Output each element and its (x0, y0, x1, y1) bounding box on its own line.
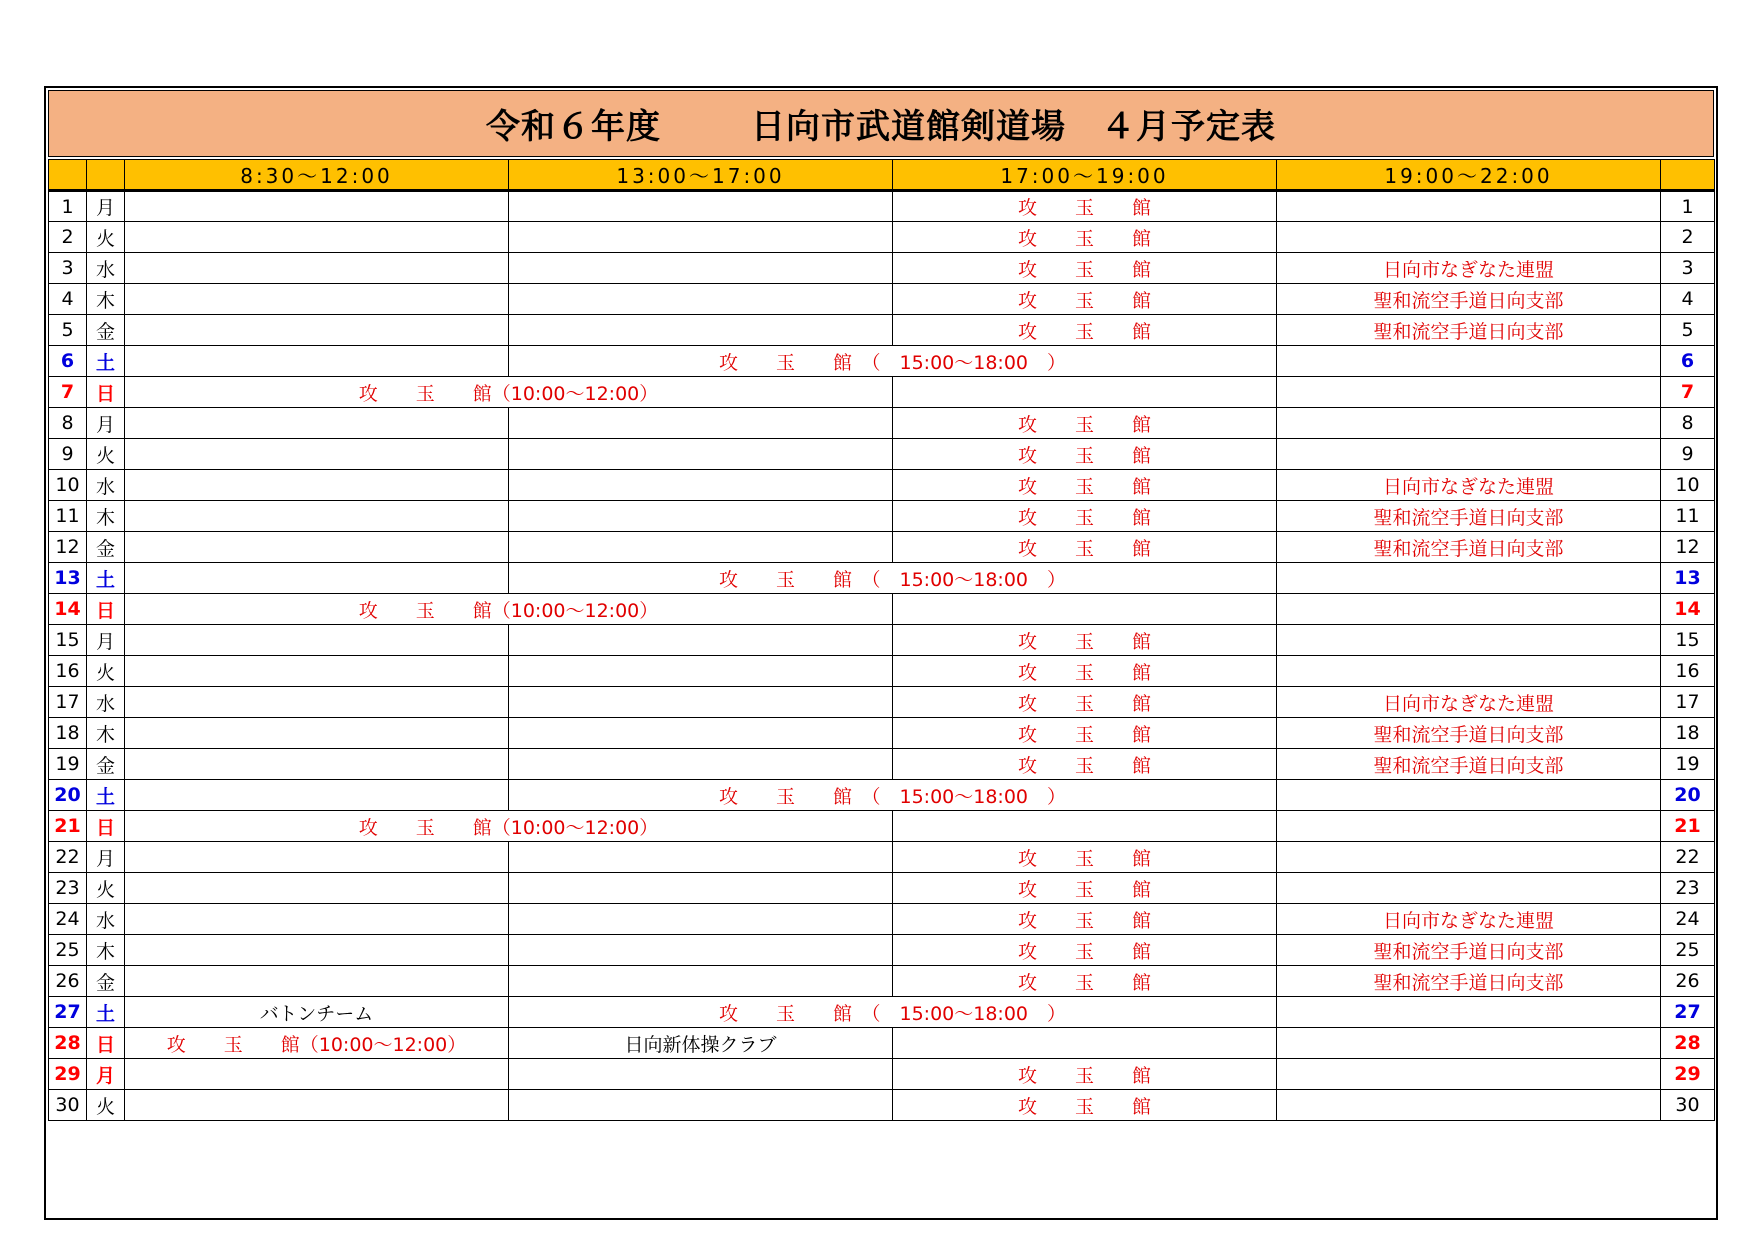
day-of-week: 木 (87, 718, 125, 749)
header-day-blank (49, 160, 87, 191)
table-row (49, 439, 1715, 470)
day-number-right: 11 (1661, 501, 1715, 532)
slot-morning (125, 904, 509, 935)
slot-afternoon (509, 966, 893, 997)
slot-evening: 攻 玉 館 (893, 191, 1277, 222)
slot-afternoon (509, 222, 893, 253)
slot-morning (125, 873, 509, 904)
day-number: 20 (49, 780, 87, 811)
day-number-right: 3 (1661, 253, 1715, 284)
slot-morning (125, 1090, 509, 1121)
day-number: 26 (49, 966, 87, 997)
slot-evening: 攻 玉 館 (893, 253, 1277, 284)
slot-night: 聖和流空手道日向支部 (1277, 966, 1661, 997)
day-number: 7 (49, 377, 87, 408)
table-row (49, 408, 1715, 439)
day-number: 19 (49, 749, 87, 780)
slot-afternoon (509, 501, 893, 532)
table-row (49, 1059, 1715, 1090)
slot-afternoon-evening: 攻 玉 館 （ 15:00～18:00 ） (509, 346, 1277, 377)
day-number-right: 30 (1661, 1090, 1715, 1121)
slot-evening: 攻 玉 館 (893, 1090, 1277, 1121)
table-row (49, 191, 1715, 222)
slot-night: 日向市なぎなた連盟 (1277, 904, 1661, 935)
day-number: 15 (49, 625, 87, 656)
header-slot-2: 13:00～17:00 (509, 160, 893, 191)
day-number: 21 (49, 811, 87, 842)
slot-evening: 攻 玉 館 (893, 470, 1277, 501)
schedule-table (48, 159, 1715, 1121)
header-slot-4: 19:00～22:00 (1277, 160, 1661, 191)
day-number: 27 (49, 997, 87, 1028)
slot-morning (125, 687, 509, 718)
day-number-right: 23 (1661, 873, 1715, 904)
day-number-right: 1 (1661, 191, 1715, 222)
slot-night: 日向市なぎなた連盟 (1277, 253, 1661, 284)
slot-evening: 攻 玉 館 (893, 749, 1277, 780)
slot-evening: 攻 玉 館 (893, 532, 1277, 563)
slot-evening: 攻 玉 館 (893, 222, 1277, 253)
slot-night (1277, 1028, 1661, 1059)
slot-afternoon (509, 284, 893, 315)
day-number-right: 17 (1661, 687, 1715, 718)
day-number-right: 12 (1661, 532, 1715, 563)
day-number-right: 2 (1661, 222, 1715, 253)
day-number-right: 6 (1661, 346, 1715, 377)
slot-evening: 攻 玉 館 (893, 935, 1277, 966)
day-number-right: 26 (1661, 966, 1715, 997)
title-fiscal-year: 令和６年度 (486, 107, 661, 147)
slot-evening (893, 377, 1277, 408)
day-of-week: 金 (87, 749, 125, 780)
slot-night (1277, 811, 1661, 842)
header-slot-1: 8:30～12:00 (125, 160, 509, 191)
table-row (49, 873, 1715, 904)
day-number: 13 (49, 563, 87, 594)
day-number-right: 15 (1661, 625, 1715, 656)
day-number-right: 13 (1661, 563, 1715, 594)
table-row (49, 346, 1715, 377)
day-of-week: 日 (87, 377, 125, 408)
day-number: 8 (49, 408, 87, 439)
table-row (49, 811, 1715, 842)
header-slot-3: 17:00～19:00 (893, 160, 1277, 191)
day-number: 1 (49, 191, 87, 222)
day-number-right: 25 (1661, 935, 1715, 966)
day-number-right: 27 (1661, 997, 1715, 1028)
table-row (49, 687, 1715, 718)
day-number-right: 10 (1661, 470, 1715, 501)
slot-morning (125, 284, 509, 315)
day-number: 30 (49, 1090, 87, 1121)
slot-morning-afternoon: 攻 玉 館（10:00～12:00） (125, 594, 893, 625)
table-row (49, 470, 1715, 501)
day-number: 23 (49, 873, 87, 904)
slot-night: 聖和流空手道日向支部 (1277, 315, 1661, 346)
slot-night (1277, 594, 1661, 625)
day-of-week: 土 (87, 997, 125, 1028)
day-number-right: 9 (1661, 439, 1715, 470)
table-row (49, 563, 1715, 594)
slot-afternoon (509, 625, 893, 656)
slot-night (1277, 842, 1661, 873)
slot-morning (125, 408, 509, 439)
slot-evening: 攻 玉 館 (893, 873, 1277, 904)
day-number: 2 (49, 222, 87, 253)
header-row (49, 160, 1715, 191)
day-of-week: 月 (87, 625, 125, 656)
slot-afternoon (509, 935, 893, 966)
day-number: 4 (49, 284, 87, 315)
day-number-right: 7 (1661, 377, 1715, 408)
slot-afternoon (509, 749, 893, 780)
slot-morning: バトンチーム (125, 997, 509, 1028)
slot-morning (125, 191, 509, 222)
day-of-week: 月 (87, 191, 125, 222)
day-number-right: 16 (1661, 656, 1715, 687)
day-number: 25 (49, 935, 87, 966)
slot-evening: 攻 玉 館 (893, 625, 1277, 656)
table-row (49, 315, 1715, 346)
day-of-week: 日 (87, 811, 125, 842)
slot-evening: 攻 玉 館 (893, 501, 1277, 532)
table-row (49, 625, 1715, 656)
slot-evening (893, 1028, 1277, 1059)
slot-morning (125, 966, 509, 997)
table-row (49, 501, 1715, 532)
day-number-right: 28 (1661, 1028, 1715, 1059)
day-number-right: 29 (1661, 1059, 1715, 1090)
day-of-week: 火 (87, 222, 125, 253)
slot-afternoon: 日向新体操クラブ (509, 1028, 893, 1059)
day-number: 9 (49, 439, 87, 470)
day-of-week: 金 (87, 966, 125, 997)
day-number-right: 18 (1661, 718, 1715, 749)
slot-afternoon (509, 408, 893, 439)
day-number-right: 24 (1661, 904, 1715, 935)
slot-night (1277, 563, 1661, 594)
slot-morning (125, 718, 509, 749)
slot-night (1277, 346, 1661, 377)
slot-night: 聖和流空手道日向支部 (1277, 749, 1661, 780)
day-of-week: 水 (87, 904, 125, 935)
slot-night (1277, 873, 1661, 904)
slot-afternoon (509, 687, 893, 718)
slot-morning (125, 222, 509, 253)
day-of-week: 月 (87, 1059, 125, 1090)
slot-morning-afternoon: 攻 玉 館（10:00～12:00） (125, 811, 893, 842)
day-number-right: 22 (1661, 842, 1715, 873)
day-of-week: 木 (87, 284, 125, 315)
day-number: 16 (49, 656, 87, 687)
day-of-week: 土 (87, 780, 125, 811)
slot-night: 日向市なぎなた連盟 (1277, 687, 1661, 718)
table-row (49, 966, 1715, 997)
slot-afternoon (509, 315, 893, 346)
slot-morning (125, 532, 509, 563)
table-row (49, 749, 1715, 780)
day-number-right: 20 (1661, 780, 1715, 811)
slot-morning: 攻 玉 館（10:00～12:00） (125, 1028, 509, 1059)
slot-morning (125, 935, 509, 966)
table-row (49, 532, 1715, 563)
day-number-right: 21 (1661, 811, 1715, 842)
slot-afternoon (509, 470, 893, 501)
day-of-week: 火 (87, 656, 125, 687)
day-number: 22 (49, 842, 87, 873)
day-number: 24 (49, 904, 87, 935)
slot-afternoon (509, 656, 893, 687)
day-number: 28 (49, 1028, 87, 1059)
slot-morning (125, 563, 509, 594)
slot-morning (125, 470, 509, 501)
slot-afternoon (509, 1090, 893, 1121)
day-of-week: 月 (87, 842, 125, 873)
day-of-week: 金 (87, 315, 125, 346)
day-number-right: 5 (1661, 315, 1715, 346)
day-of-week: 日 (87, 594, 125, 625)
slot-morning-afternoon: 攻 玉 館（10:00～12:00） (125, 377, 893, 408)
slot-night (1277, 439, 1661, 470)
day-number: 3 (49, 253, 87, 284)
table-row (49, 780, 1715, 811)
table-row (49, 284, 1715, 315)
day-of-week: 金 (87, 532, 125, 563)
day-number: 10 (49, 470, 87, 501)
table-row (49, 594, 1715, 625)
day-of-week: 土 (87, 563, 125, 594)
slot-morning (125, 346, 509, 377)
slot-morning (125, 253, 509, 284)
table-row (49, 253, 1715, 284)
day-of-week: 水 (87, 253, 125, 284)
slot-evening: 攻 玉 館 (893, 687, 1277, 718)
slot-evening: 攻 玉 館 (893, 1059, 1277, 1090)
schedule-title (48, 90, 1714, 157)
slot-evening: 攻 玉 館 (893, 284, 1277, 315)
slot-night (1277, 656, 1661, 687)
slot-night (1277, 625, 1661, 656)
day-number: 18 (49, 718, 87, 749)
header-rday-blank (1661, 160, 1715, 191)
table-row (49, 718, 1715, 749)
slot-night (1277, 408, 1661, 439)
day-of-week: 火 (87, 873, 125, 904)
slot-morning (125, 1059, 509, 1090)
slot-night: 聖和流空手道日向支部 (1277, 718, 1661, 749)
table-row (49, 904, 1715, 935)
day-number-right: 14 (1661, 594, 1715, 625)
table-row (49, 1090, 1715, 1121)
slot-afternoon (509, 191, 893, 222)
slot-afternoon (509, 253, 893, 284)
table-row (49, 997, 1715, 1028)
slot-afternoon (509, 532, 893, 563)
slot-night: 聖和流空手道日向支部 (1277, 501, 1661, 532)
day-of-week: 水 (87, 687, 125, 718)
day-number: 5 (49, 315, 87, 346)
day-number: 29 (49, 1059, 87, 1090)
slot-evening: 攻 玉 館 (893, 439, 1277, 470)
day-number: 14 (49, 594, 87, 625)
slot-evening: 攻 玉 館 (893, 904, 1277, 935)
slot-morning (125, 439, 509, 470)
slot-afternoon (509, 439, 893, 470)
day-number: 6 (49, 346, 87, 377)
slot-afternoon (509, 842, 893, 873)
slot-night (1277, 377, 1661, 408)
slot-morning (125, 780, 509, 811)
slot-night (1277, 780, 1661, 811)
day-number: 17 (49, 687, 87, 718)
slot-morning (125, 656, 509, 687)
day-number-right: 4 (1661, 284, 1715, 315)
slot-afternoon-evening: 攻 玉 館 （ 15:00～18:00 ） (509, 780, 1277, 811)
table-row (49, 842, 1715, 873)
slot-night: 聖和流空手道日向支部 (1277, 284, 1661, 315)
day-of-week: 水 (87, 470, 125, 501)
day-of-week: 木 (87, 501, 125, 532)
day-of-week: 月 (87, 408, 125, 439)
slot-afternoon (509, 1059, 893, 1090)
slot-evening: 攻 玉 館 (893, 408, 1277, 439)
table-row (49, 656, 1715, 687)
slot-afternoon (509, 873, 893, 904)
day-number-right: 8 (1661, 408, 1715, 439)
slot-night (1277, 1090, 1661, 1121)
slot-afternoon-evening: 攻 玉 館 （ 15:00～18:00 ） (509, 563, 1277, 594)
slot-evening: 攻 玉 館 (893, 315, 1277, 346)
header-dow-blank (87, 160, 125, 191)
slot-afternoon-evening: 攻 玉 館 （ 15:00～18:00 ） (509, 997, 1277, 1028)
slot-night: 聖和流空手道日向支部 (1277, 935, 1661, 966)
slot-night (1277, 191, 1661, 222)
day-of-week: 日 (87, 1028, 125, 1059)
slot-morning (125, 749, 509, 780)
day-of-week: 火 (87, 439, 125, 470)
slot-afternoon (509, 718, 893, 749)
day-of-week: 木 (87, 935, 125, 966)
slot-night: 日向市なぎなた連盟 (1277, 470, 1661, 501)
slot-evening: 攻 玉 館 (893, 656, 1277, 687)
slot-night (1277, 997, 1661, 1028)
slot-morning (125, 315, 509, 346)
table-row (49, 935, 1715, 966)
table-row (49, 222, 1715, 253)
slot-morning (125, 625, 509, 656)
slot-evening: 攻 玉 館 (893, 966, 1277, 997)
slot-evening: 攻 玉 館 (893, 718, 1277, 749)
day-number: 12 (49, 532, 87, 563)
day-number: 11 (49, 501, 87, 532)
table-row (49, 377, 1715, 408)
title-facility-month: 日向市武道館剣道場 ４月予定表 (751, 107, 1276, 147)
day-of-week: 火 (87, 1090, 125, 1121)
slot-afternoon (509, 904, 893, 935)
slot-evening (893, 811, 1277, 842)
table-row (49, 1028, 1715, 1059)
day-of-week: 土 (87, 346, 125, 377)
slot-evening: 攻 玉 館 (893, 842, 1277, 873)
slot-morning (125, 501, 509, 532)
slot-night (1277, 1059, 1661, 1090)
slot-morning (125, 842, 509, 873)
slot-night: 聖和流空手道日向支部 (1277, 532, 1661, 563)
day-number-right: 19 (1661, 749, 1715, 780)
slot-evening (893, 594, 1277, 625)
slot-night (1277, 222, 1661, 253)
